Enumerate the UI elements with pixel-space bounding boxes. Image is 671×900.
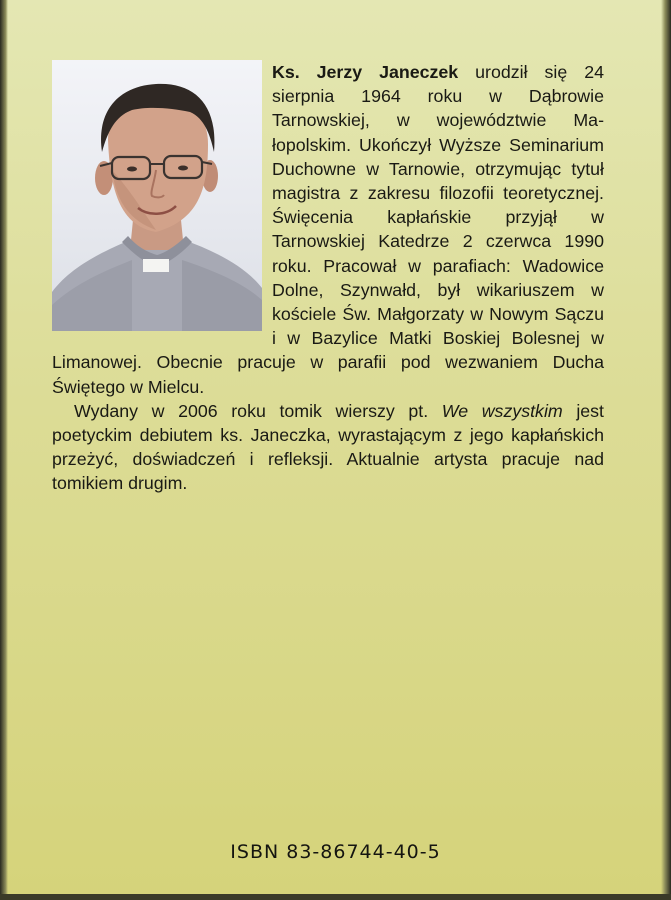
author-name: Ks. Jerzy Janeczek [272, 62, 459, 82]
bio-paragraph-1: urodził się 24 sierpnia 1964 roku w Dąbrowie Tarnowskiej, w województwie Małopolskim. Ukończył Wyższe Seminarium Duchowne w Tarnowie, otrzymując tytuł magistra z zakresu filozofii teoretycznej. Święcenia kapłańskie przyjął w Tarnowskiej Katedrze 2 czerwca 1990 roku. Pracował w parafiach: Wadowice Dolne, Szynwałd, był wikariuszem w kościele Św. Małgorzaty w Nowym Sączu i w Bazylice Matki Boskiej Bolesnej w Limanowej. Obecnie pracuje w parafii pod wezwaniem Ducha Świętego w Mielcu. [52, 62, 604, 397]
bio-paragraph-2-end: jest poetyckim debiutem ks. Janeczka, wyrastającym z jego kapłańskich przeżyć, doświadczeń i refleksji. Aktualnie artysta pracuje nad tomikiem drugim. [52, 400, 604, 494]
scan-edge-left [0, 0, 8, 900]
scan-edge-right [661, 0, 671, 900]
book-title: We wszystkim [441, 400, 563, 421]
author-photo [52, 60, 262, 331]
author-bio [52, 60, 604, 496]
scan-edge-bottom [0, 894, 671, 900]
isbn-number: ISBN 83-86744-40-5 [230, 841, 441, 863]
bio-paragraph-2-start: Wydany w 2006 roku tomik wierszy pt. [74, 400, 442, 421]
